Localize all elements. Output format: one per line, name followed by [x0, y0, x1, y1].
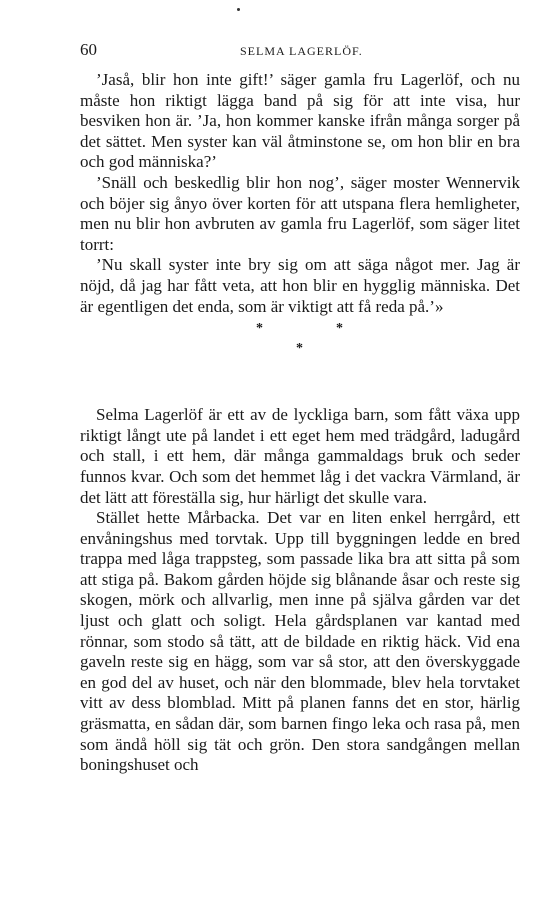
paragraph: Stället hette Mårbacka. Det var en liten enkel herrgård, ett envåningshus med torvtak. Upp till byggningen ledde en bred trappa med låga trappsteg, som passade lika bra att sitta på som att stiga på. Bakom gården höjde sig blånande åsar och reste sig skogen, mörk och allvarlig, men inne på själva gården var det ljust och glatt och soligt. Hela gårdsplanen var kantad med rönnar, som stodo så tätt, att de bildade en riktig häck. Vid ena gaveln reste sig en hägg, som var så stor, att den överskyggade en god del av huset, och när den blommade, blev hela torvtaket vitt av dess blomblad. Mitt på planen fanns det en stor, härlig gräsmatta, en sådan där, som barnen fingo leka och rasa på, men som ändå höll sig tät och grön. Den stora sandgången mellan boningshuset och — [80, 508, 520, 775]
asterisk: * — [336, 321, 343, 337]
section-break-asterism — [80, 317, 520, 373]
page-number: 60 — [80, 40, 97, 59]
asterisk: * — [256, 321, 263, 337]
page-header — [80, 40, 520, 64]
printing-speck — [237, 8, 240, 11]
section-gap — [80, 373, 520, 405]
paragraph: ’Nu skall syster inte bry sig om att säga något mer. Jag är nöjd, då jag har fått veta, att hon blir en hygglig människa. Det är egentligen det enda, som är viktigt att få reda på.’» — [80, 255, 520, 316]
asterisk: * — [296, 341, 303, 357]
paragraph: ’Snäll och beskedlig blir hon nog’, säger moster Wennervik och böjer sig ånyo över korten för att utspana flera hemligheter, men nu blir hon avbruten av gamla fru Lagerlöf, som säger litet torrt: — [80, 172, 520, 254]
body-text — [80, 70, 520, 776]
running-head: SELMA LAGERLÖF. — [240, 44, 363, 58]
paragraph: Selma Lagerlöf är ett av de lyckliga barn, som fått växa upp riktigt långt ute på landet i ett eget hem med trädgård, ladugård och stall, i ett hem, där många gammaldags bruk och seder funnos kvar. Och som det hemmet låg i det vackra Värmland, är det lätt att föreställa sig, hur härligt det skulle vara. — [80, 405, 520, 507]
paragraph: ’Jaså, blir hon inte gift!’ säger gamla fru Lagerlöf, och nu måste hon riktigt lägga band på sig för att inte visa, hur besviken hon är. ’Ja, hon kommer kanske ifrån många sorger på det sättet. Men syster kan väl åtminstone se, om hon blir en bra och god människa?’ — [80, 70, 520, 172]
